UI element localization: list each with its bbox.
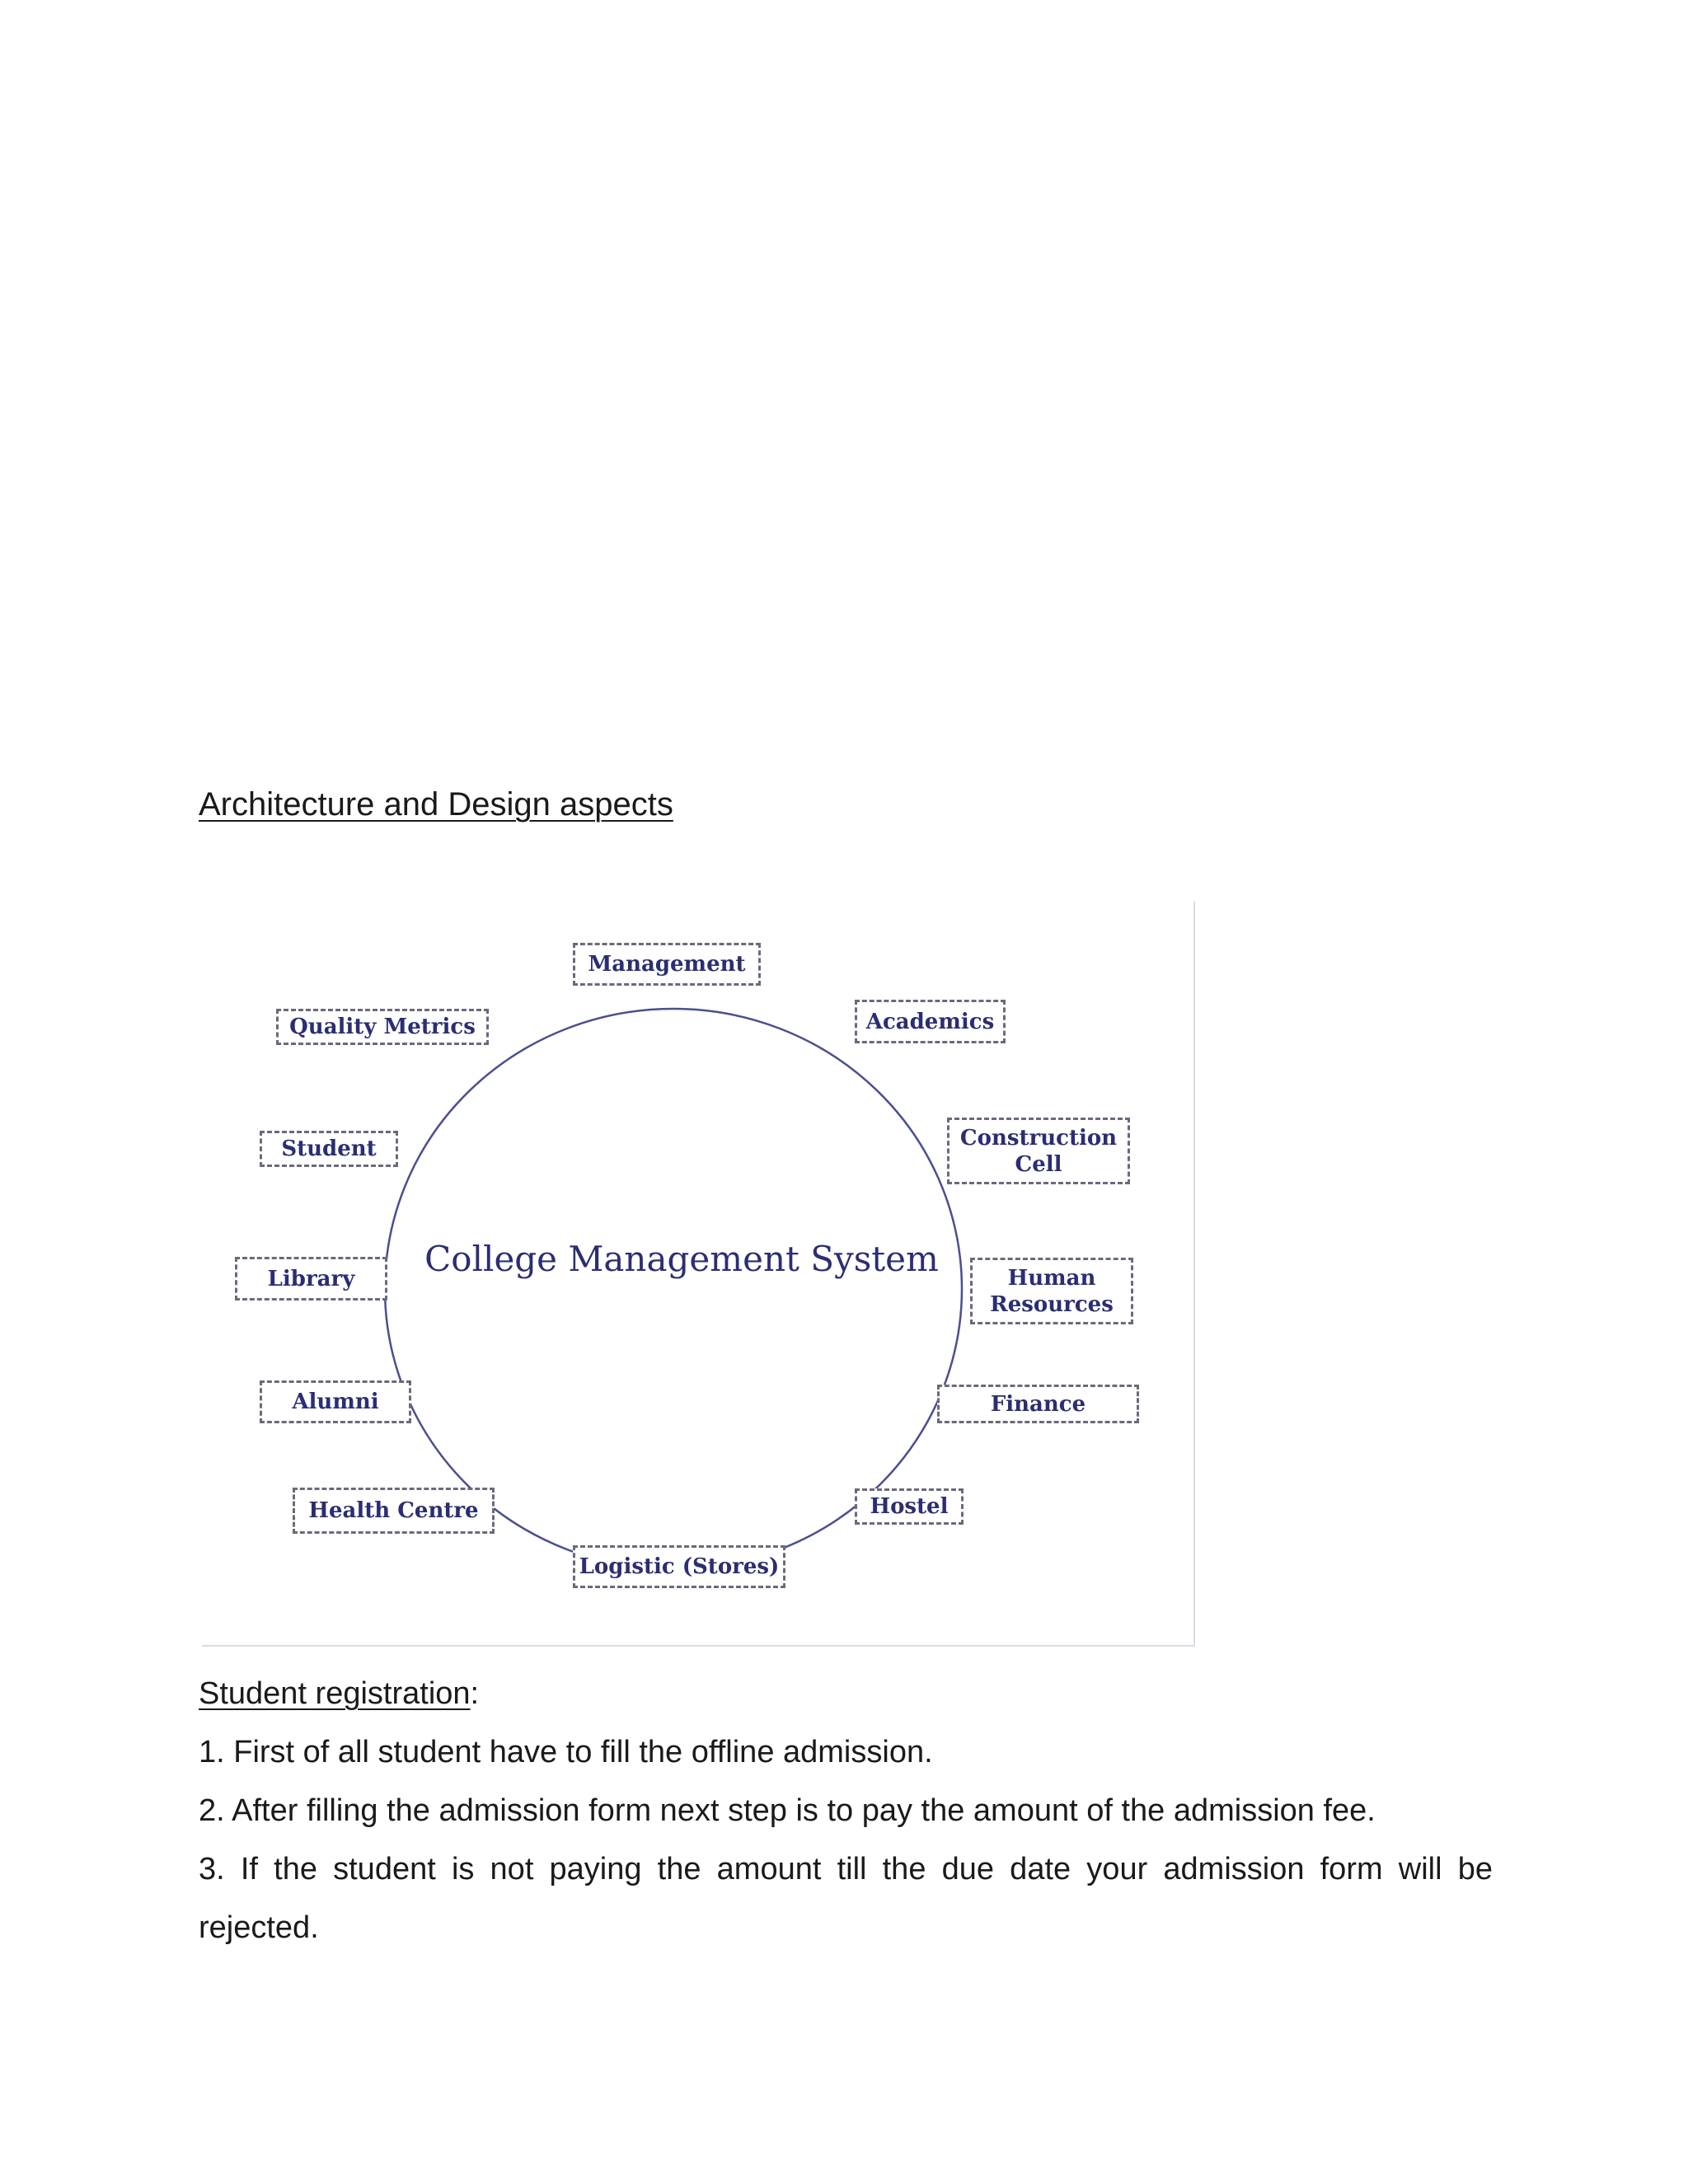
center-label: College Management System [424,1239,939,1279]
architecture-heading: Architecture and Design aspects [199,786,673,823]
module-human-resources: Human Resources [970,1258,1133,1324]
module-alumni: Alumni [260,1380,411,1423]
module-student: Student [260,1131,398,1167]
registration-step-1: 1. First of all student have to fill the offline admission. [199,1735,933,1769]
module-hostel: Hostel [855,1488,964,1525]
module-logistic-stores: Logistic (Stores) [573,1545,785,1588]
registration-step-3: 3. If the student is not paying the amount till the due date your admission form will be rejected. [199,1852,1493,1945]
module-management: Management [573,943,761,986]
module-academics: Academics [855,1000,1006,1043]
module-construction-cell: Construction Cell [947,1118,1130,1184]
module-finance: Finance [937,1385,1139,1423]
module-quality-metrics: Quality Metrics [276,1009,489,1045]
module-library: Library [235,1257,387,1301]
student-registration-section [199,1665,1493,1957]
registration-heading-colon: : [470,1676,480,1711]
college-management-diagram [202,902,1195,1647]
section-title [199,783,673,826]
system-circle [385,1009,962,1569]
registration-heading-text: Student registration [199,1676,471,1711]
registration-step-2: 2. After filling the admission form next step is to pay the amount of the admission fee. [199,1793,1376,1828]
registration-heading [199,1665,1493,1723]
module-health-centre: Health Centre [293,1488,495,1534]
